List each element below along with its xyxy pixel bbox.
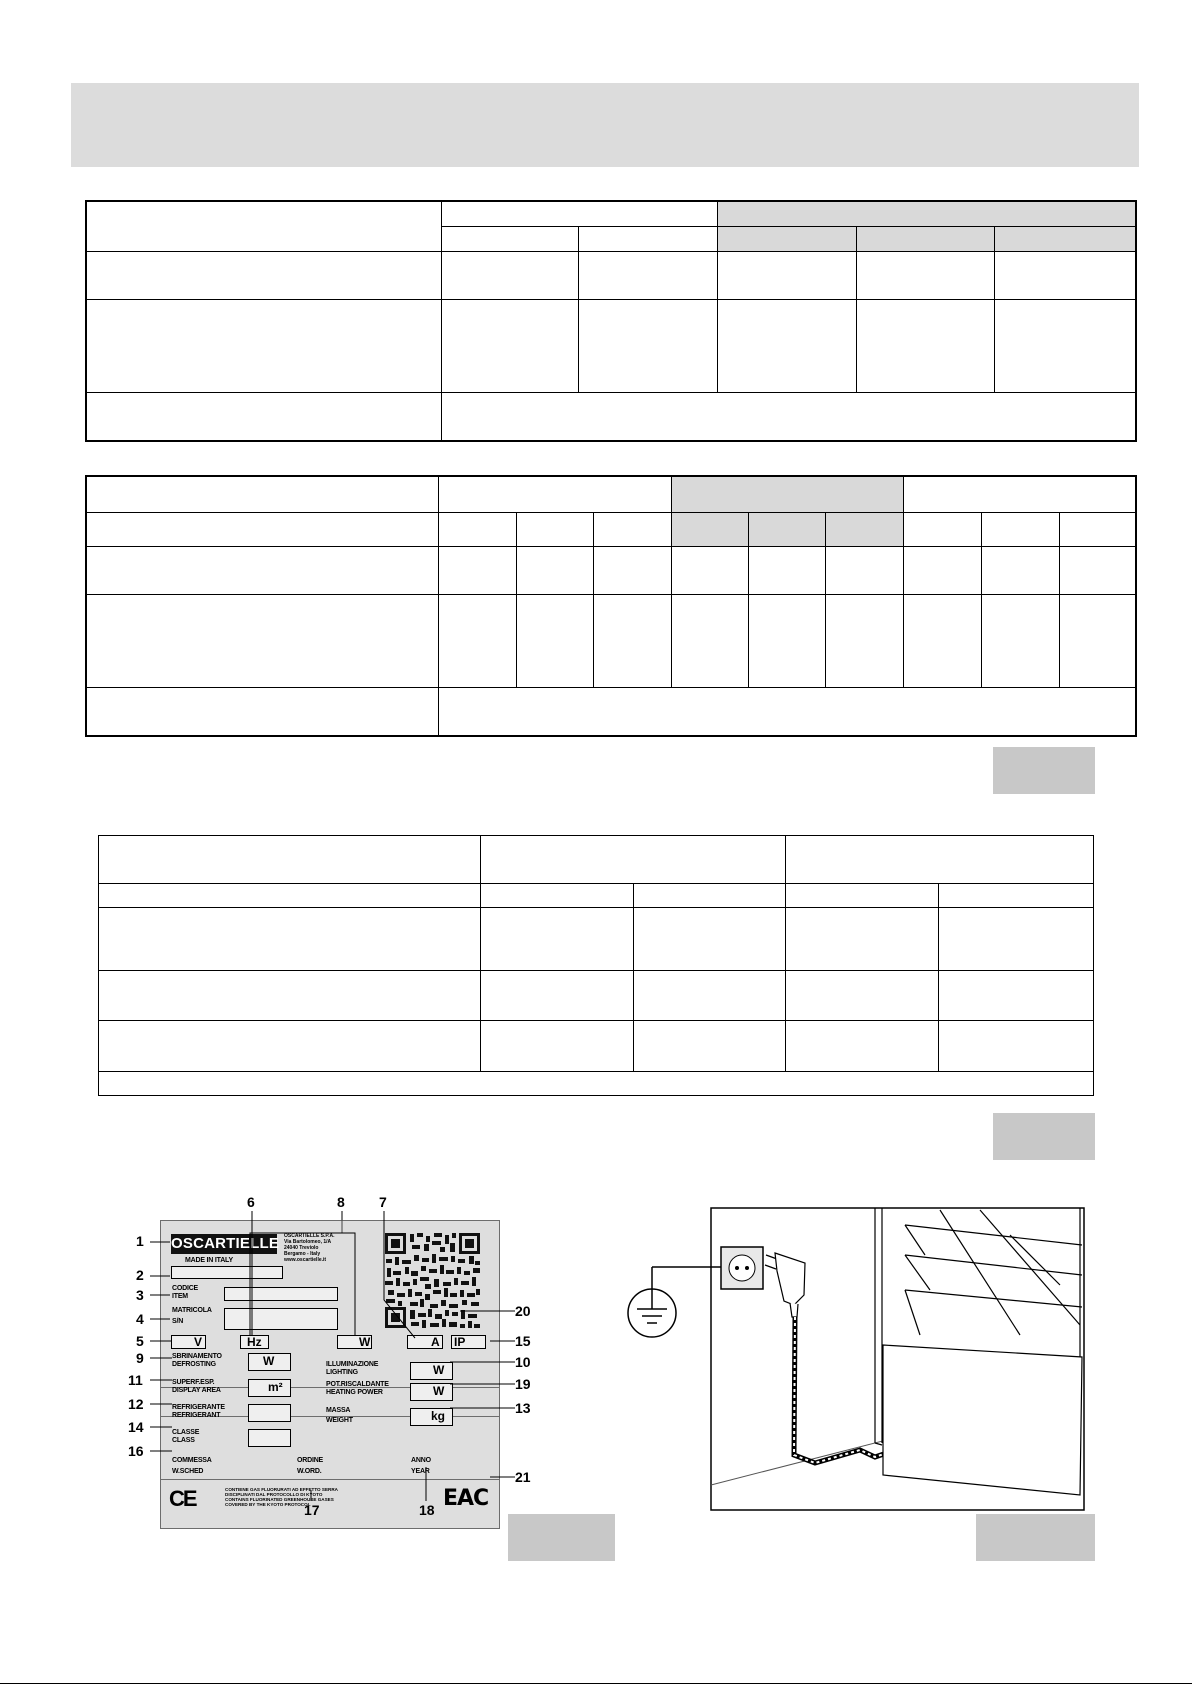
callout-15: 15 — [515, 1333, 531, 1349]
watt-unit: W — [433, 1384, 445, 1398]
anno-label: ANNO — [411, 1457, 431, 1464]
callout-18: 18 — [419, 1502, 435, 1518]
codice-label: CODICE — [172, 1285, 199, 1292]
refrigerant-label: REFRIGERANT — [172, 1412, 221, 1419]
callout-6: 6 — [247, 1194, 255, 1210]
pot-riscaldante-label: POT.RISCALDANTE — [326, 1381, 389, 1388]
callout-12: 12 — [128, 1396, 144, 1412]
sn-label: S/N — [172, 1318, 184, 1325]
weight-label: WEIGHT — [326, 1417, 353, 1424]
hz-unit: Hz — [247, 1335, 262, 1349]
watt-unit: W — [433, 1363, 445, 1377]
earth-ground-icon — [628, 1267, 721, 1337]
word-label: W.ORD. — [297, 1468, 322, 1475]
grounded-socket-illustration — [620, 1205, 1090, 1515]
callout-14: 14 — [128, 1419, 144, 1435]
wall-socket-icon — [721, 1247, 763, 1289]
kg-unit: kg — [431, 1409, 446, 1423]
callout-16: 16 — [128, 1443, 144, 1459]
callout-2: 2 — [136, 1267, 144, 1283]
superf-label: SUPERF.ESP. — [172, 1379, 215, 1386]
watt-unit: W — [263, 1354, 275, 1368]
item-label: ITEM — [172, 1293, 188, 1300]
watt-unit: W — [359, 1335, 371, 1349]
refrigerante-label: REFRIGERANTE — [172, 1404, 225, 1411]
manufacturer-address: OSCARTIELLE S.P.A. Via Bartolomeo, 1/A 24040 Treviolo Bergamo - Italy www.oscartielle.it — [284, 1233, 335, 1263]
callout-20: 20 — [515, 1303, 531, 1319]
ce-mark-icon: CE — [169, 1486, 196, 1511]
defrosting-label: DEFROSTING — [172, 1361, 216, 1368]
figure-tag — [976, 1514, 1095, 1561]
callout-3: 3 — [136, 1287, 144, 1303]
m2-unit: m² — [268, 1380, 283, 1394]
callout-9: 9 — [136, 1350, 144, 1366]
volt-unit: V — [194, 1335, 203, 1349]
massa-label: MASSA — [326, 1407, 351, 1414]
fluorinated-gas-notice: CONTIENE GAS FLUORURATI AD EFFETTO SERRA DISCIPLINATI DAL PROTOCOLLO DI KYOTO CONTAINS FLUORINATED GREENHOUSE GASES COVERED BY THE KYOTO PROTOCOL — [225, 1487, 338, 1507]
commessa-label: COMMESSA — [172, 1457, 212, 1464]
sbrinamento-label: SBRINAMENTO — [172, 1353, 222, 1360]
matricola-label: MATRICOLA — [172, 1307, 212, 1314]
lighting-label: LIGHTING — [326, 1369, 358, 1376]
callout-5: 5 — [136, 1333, 144, 1349]
callout-13: 13 — [515, 1400, 531, 1416]
made-in-label: MADE IN ITALY — [185, 1257, 233, 1264]
wsched-label: W.SCHED — [172, 1468, 204, 1475]
ip-unit: IP — [454, 1335, 466, 1349]
callout-21: 21 — [515, 1469, 531, 1485]
year-label: YEAR — [411, 1468, 430, 1475]
callout-17: 17 — [304, 1502, 320, 1518]
callout-19: 19 — [515, 1376, 531, 1392]
figure-tag — [508, 1514, 615, 1561]
illuminazione-label: ILLUMINAZIONE — [326, 1361, 379, 1368]
eac-mark-icon: EAC — [443, 1486, 489, 1511]
brand-logo: OSCARTIELLE — [171, 1235, 280, 1252]
classe-label: CLASSE — [172, 1429, 200, 1436]
callout-8: 8 — [337, 1194, 345, 1210]
class-label: CLASS — [172, 1437, 195, 1444]
ordine-label: ORDINE — [297, 1457, 324, 1464]
callout-7: 7 — [379, 1194, 387, 1210]
amp-unit: A — [431, 1335, 440, 1349]
callout-1: 1 — [136, 1233, 144, 1249]
callout-10: 10 — [515, 1354, 531, 1370]
display-area-label: DISPLAY AREA — [172, 1387, 221, 1394]
heating-power-label: HEATING POWER — [326, 1389, 383, 1396]
callout-11: 11 — [128, 1372, 143, 1388]
page-footer-rule — [0, 1683, 1192, 1684]
callout-4: 4 — [136, 1311, 144, 1327]
